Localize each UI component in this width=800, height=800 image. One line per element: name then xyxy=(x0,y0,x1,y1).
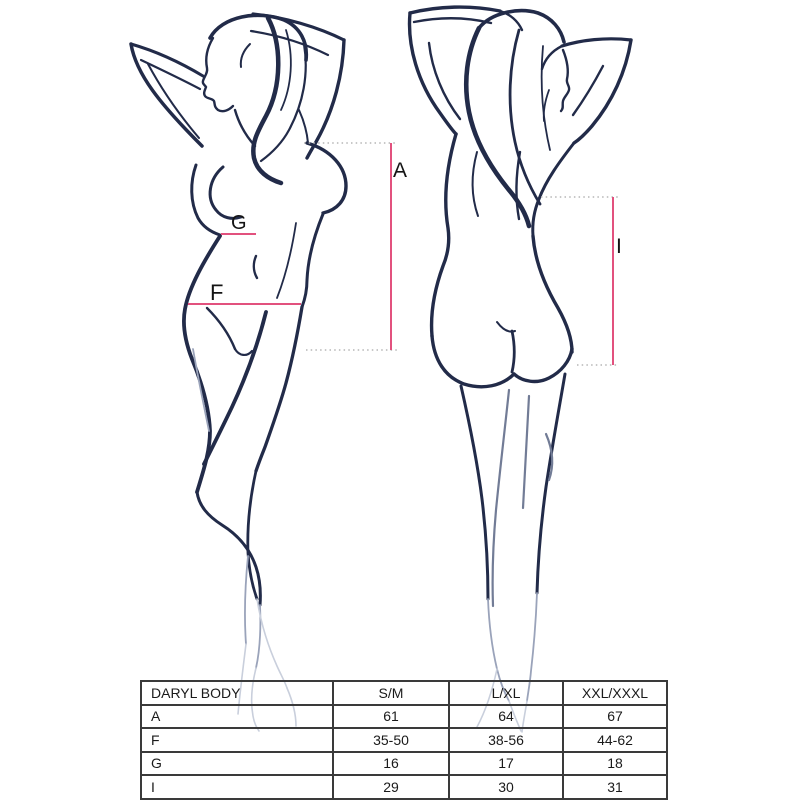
row-i-label: I xyxy=(141,775,333,799)
front-face-profile-line xyxy=(203,38,233,111)
size-table-header-product: DARYL BODY xyxy=(141,681,333,705)
back-right-hip-line xyxy=(533,236,572,352)
row-a-sm-value: 61 xyxy=(333,705,449,729)
front-pubic-hook-line xyxy=(235,349,252,355)
measure-a-label: A xyxy=(393,159,408,182)
back-face-profile-line xyxy=(561,50,569,111)
back-left-leg-line xyxy=(461,386,488,599)
row-i-xxl-value: 31 xyxy=(563,775,667,799)
front-right-upper-arm-line xyxy=(307,40,344,158)
front-right-calf-line xyxy=(248,471,257,599)
size-table xyxy=(140,680,668,800)
table-row-i xyxy=(141,775,667,799)
measurement-annotations xyxy=(188,143,622,365)
front-right-waist-line xyxy=(302,214,323,307)
back-left-arm-inner-line xyxy=(429,43,460,119)
table-row-g xyxy=(141,752,667,776)
back-shoulder-blade-line xyxy=(473,152,478,216)
row-a-lxl-value: 64 xyxy=(449,705,563,729)
back-right-forearm-line xyxy=(562,39,631,46)
size-table-header-lxl: L/XL xyxy=(449,681,563,705)
front-left-breast-line xyxy=(210,167,241,218)
row-a-xxl-value: 67 xyxy=(563,705,667,729)
measure-f-label: F xyxy=(210,280,224,305)
table-row-f xyxy=(141,728,667,752)
table-row-a xyxy=(141,705,667,729)
size-table-header-sm: S/M xyxy=(333,681,449,705)
back-left-forearm-line xyxy=(410,7,500,13)
front-hair-inner-line xyxy=(281,30,291,110)
row-g-label: G xyxy=(141,752,333,776)
front-hand-line xyxy=(241,44,250,67)
back-left-contour-line xyxy=(432,134,456,336)
row-f-lxl-value: 38-56 xyxy=(449,728,563,752)
back-left-forearm-inner-line xyxy=(414,18,491,23)
row-g-sm-value: 16 xyxy=(333,752,449,776)
back-hair-sweep-line xyxy=(510,30,540,204)
front-hair-sweep-line xyxy=(253,18,281,183)
measure-i-label: I xyxy=(616,235,622,258)
front-pubic-left-line xyxy=(207,308,235,349)
front-right-breast-line xyxy=(307,143,346,213)
size-table-header-row xyxy=(141,681,667,705)
back-hair-mass-line xyxy=(466,28,529,226)
front-navel-line xyxy=(254,256,257,278)
front-figure xyxy=(131,14,346,731)
measure-g-label: G xyxy=(231,212,247,234)
row-g-xxl-value: 18 xyxy=(563,752,667,776)
front-crossing-thigh-line xyxy=(204,312,266,464)
front-belly-line xyxy=(277,223,296,298)
row-i-sm-value: 29 xyxy=(333,775,449,799)
front-right-thigh-line xyxy=(256,307,302,471)
row-f-sm-value: 35-50 xyxy=(333,728,449,752)
back-right-contour-line xyxy=(533,143,574,236)
front-left-hip-thigh-line xyxy=(184,236,220,492)
size-table-header-xxlxxxl: XXL/XXXL xyxy=(563,681,667,705)
back-right-arm-inner-line xyxy=(573,66,603,115)
row-f-label: F xyxy=(141,728,333,752)
back-right-leg-line xyxy=(537,374,565,593)
back-figure xyxy=(410,7,631,732)
back-crease-line xyxy=(512,331,514,372)
back-right-upper-arm-line xyxy=(574,40,631,143)
front-right-arm-inner-line xyxy=(299,110,308,143)
row-i-lxl-value: 30 xyxy=(449,775,563,799)
row-g-lxl-value: 17 xyxy=(449,752,563,776)
row-a-label: A xyxy=(141,705,333,729)
back-left-upper-arm-line xyxy=(410,13,456,134)
front-neck-line xyxy=(235,110,255,146)
dotted-extension-lines xyxy=(304,143,619,365)
row-f-xxl-value: 44-62 xyxy=(563,728,667,752)
back-spine-line xyxy=(516,152,520,219)
back-left-buttock-line xyxy=(432,336,514,387)
back-right-hand-line xyxy=(542,46,562,69)
